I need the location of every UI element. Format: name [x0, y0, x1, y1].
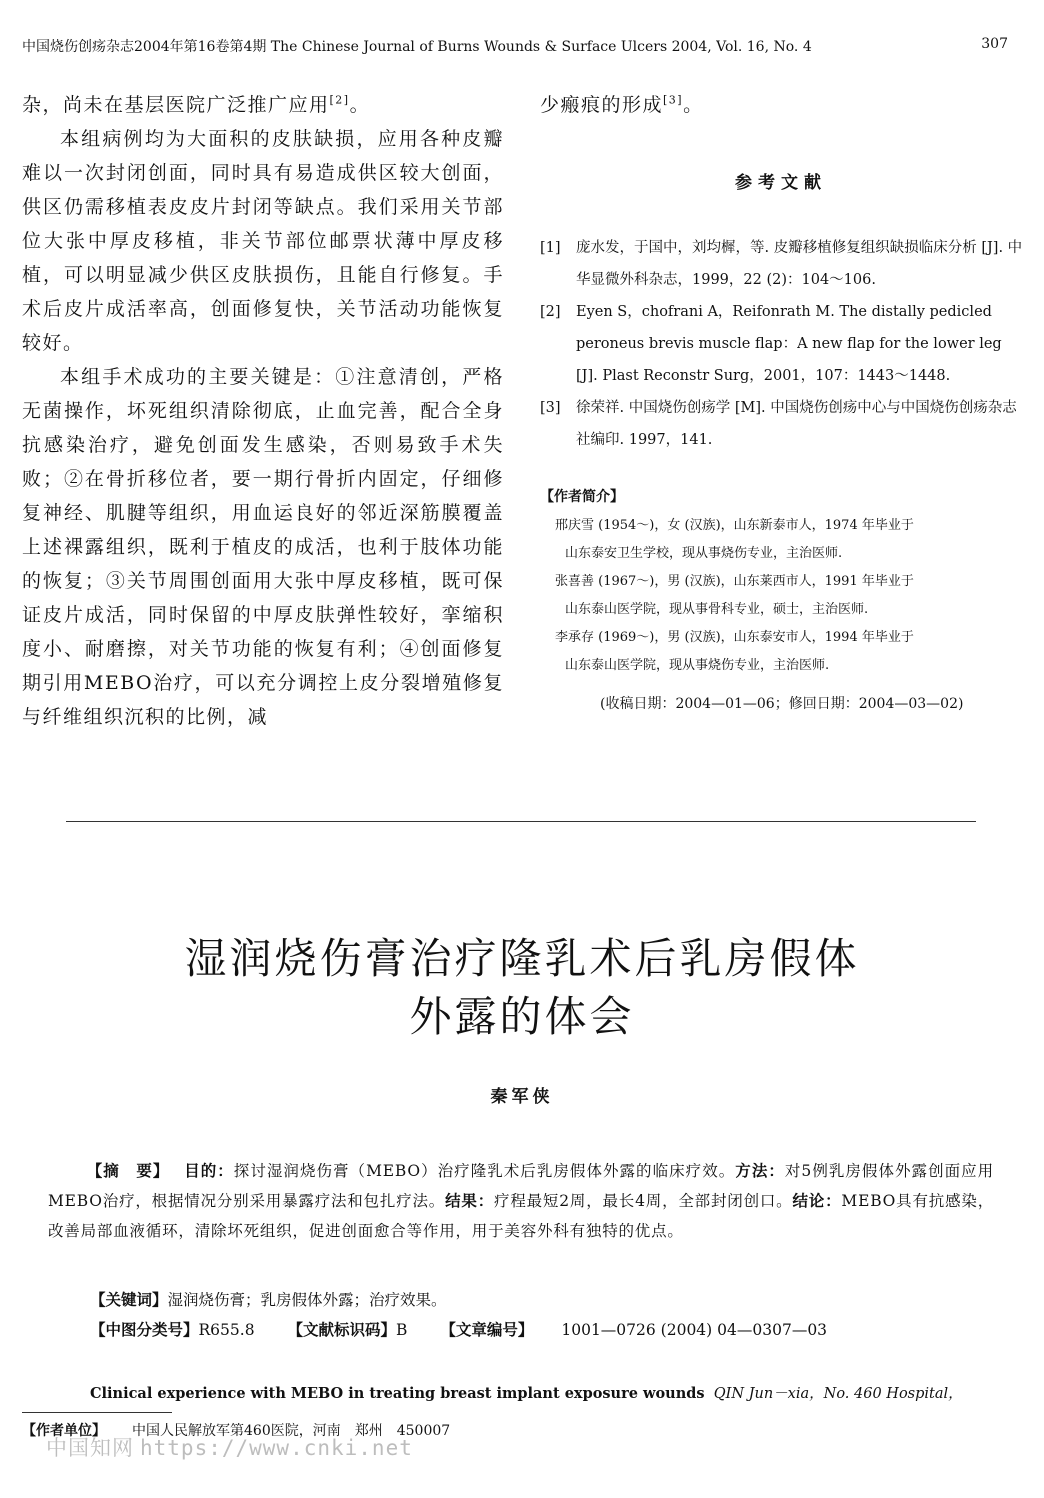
author-bio: 邢庆雪 (1954～)，女 (汉族)，山东新泰市人，1974 年毕业于 山东泰安卫生学校，现从事烧伤专业，主治医师.	[555, 518, 914, 561]
footnote-rule	[22, 1412, 172, 1413]
english-title: Clinical experience with MEBO in treating breast implant exposure wounds QIN Jun－xia，No. 460 Hospital，	[90, 1385, 963, 1402]
article-author: 秦军侠	[490, 1087, 554, 1107]
paragraph: 少瘢痕的形成[3]。	[540, 93, 704, 116]
keywords: 【关键词】湿润烧伤膏；乳房假体外露；治疗效果。	[90, 1290, 447, 1309]
reference-item: [3] 徐荣祥. 中国烧伤创疡学 [M]. 中国烧伤创疡中心与中国烧伤创疡杂志社编印. 1997，141.	[540, 400, 1017, 448]
left-column	[22, 88, 504, 734]
right-column-top	[540, 88, 1026, 122]
cnki-watermark: 中国知网 https://www.cnki.net	[46, 1436, 413, 1460]
paragraph: 杂，尚未在基层医院广泛推广应用[2]。	[22, 93, 371, 116]
running-header	[22, 36, 1008, 60]
references-heading: 参考文献	[735, 173, 827, 193]
affiliation: 【作者单位】 中国人民解放军第460医院，河南 郑州 450007	[22, 1423, 451, 1439]
journal-header: 中国烧伤创疡杂志2004年第16卷第4期 The Chinese Journal of Burns Wounds & Surface Ulcers 2004, Vol. 16, No. 4	[22, 39, 812, 55]
author-bio: 张喜善 (1967～)，男 (汉族)，山东莱西市人，1991 年毕业于 山东泰山医学院，现从事骨科专业，硕士，主治医师.	[555, 574, 914, 617]
abstract: 【摘 要】 目的：探讨湿润烧伤膏（MEBO）治疗隆乳术后乳房假体外露的临床疗效。方法：对5例乳房假体外露创面应用MEBO治疗，根据情况分别采用暴露疗法和包扎疗法。结果：疗程最短2周，最长4周，全部封闭创口。结论：MEBO具有抗感染，改善局部血液循环，清除坏死组织，促进创面愈合等作用，用于美容外科有独特的优点。	[48, 1161, 994, 1240]
page-number: 307	[981, 36, 1008, 52]
author-bio-heading: 【作者简介】	[540, 489, 624, 505]
references-list	[540, 232, 1026, 456]
paragraph: 本组病例均为大面积的皮肤缺损，应用各种皮瓣难以一次封闭创面，同时具有易造成供区较大创面，供区仍需移植表皮皮片封闭等缺点。我们采用关节部位大张中厚皮移植，非关节部位邮票状薄中厚皮移植，可以明显减少供区皮肤损伤，且能自行修复。手术后皮片成活率高，创面修复快，关节活动功能恢复较好。	[22, 128, 504, 354]
classification-line: 【中图分类号】R655.8 【文献标识码】B 【文章编号】 1001—0726 (2004) 04—0307—03	[90, 1320, 828, 1339]
abstract-label: 【摘 要】	[86, 1161, 162, 1180]
reference-item: [2] Eyen S，chofrani A，Reifonrath M. The distally pedicled peroneus brevis muscle flap：A new flap for the lower leg [J]. Plast Reconstr Surg，2001，107：1443～1448.	[540, 304, 1002, 384]
author-bios	[555, 512, 1025, 680]
article-title: 湿润烧伤膏治疗隆乳术后乳房假体 外露的体会	[184, 934, 860, 1041]
received-dates: (收稿日期：2004—01—06；修回日期：2004—03—02)	[600, 696, 964, 712]
article-divider	[66, 821, 976, 822]
author-bio: 李承存 (1969～)，男 (汉族)，山东泰安市人，1994 年毕业于 山东泰山医学院，现从事烧伤专业，主治医师.	[555, 630, 914, 673]
reference-item: [1] 庞水发，于国中，刘均樨，等. 皮瓣移植修复组织缺损临床分析 [J]. 中华显微外科杂志，1999，22 (2)：104～106.	[540, 240, 1023, 288]
citation: [3]	[663, 93, 684, 107]
paragraph: 本组手术成功的主要关键是：①注意清创，严格无菌操作，坏死组织清除彻底，止血完善，配合全身抗感染治疗，避免创面发生感染，否则易致手术失败；②在骨折移位者，要一期行骨折内固定，仔细修复神经、肌腱等组织，用血运良好的邻近深筋膜覆盖上述裸露组织，既利于植皮的成活，也利于肢体功能的恢复；③关节周围创面用大张中厚皮移植，既可保证皮片成活，同时保留的中厚皮肤弹性较好，挛缩积度小、耐磨擦，对关节功能的恢复有利；④创面修复期引用MEBO治疗，可以充分调控上皮分裂增殖修复与纤维组织沉积的比例，减	[22, 366, 504, 728]
keywords-label: 【关键词】	[90, 1290, 168, 1309]
citation: [2]	[329, 93, 350, 107]
